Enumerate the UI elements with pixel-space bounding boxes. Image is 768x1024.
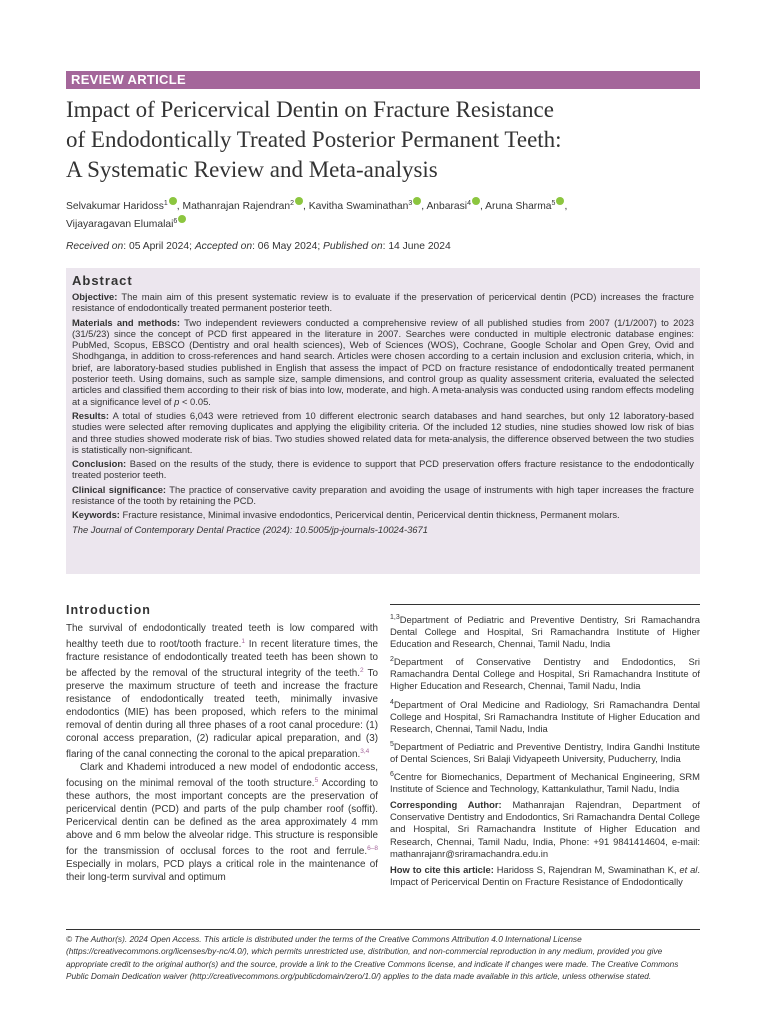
abstract-citation — [72, 524, 694, 536]
author[interactable]: Selvakumar Haridoss — [66, 201, 164, 212]
intro-text: According to these authors, the most important concepts are the preservation of pericervical dentin (PCD) and parts of the pulp chamber roof (soffit). Pericervical dentin can be defined as the area approximately 4 mm above and 6 mm below the alveolar ridge. This structure is responsible for the transmission of occlusal forces to the root and ferrule. — [66, 778, 378, 857]
affiliation — [390, 769, 700, 795]
journal-name: The Journal of Contemporary Dental Practice — [72, 523, 261, 535]
license-footer: © The Author(s). 2024 Open Access. This article is distributed under the terms of the Creative Commons Attribution 4.0 International License (https://creativecommons.org/licenses/by-nc/4.0/), which permits unrestricted use, distribution, and non-commercial reproduction in any medium, provided you give appropriate credit to the original author(s) and the source, provide a link to the Creative Commons license, and indicate if changes were made. The Creative Commons Public Domain Dedication waiver (http://creativecommons.org/publicdomain/zero/1.0/) applies to the data made available in this article, unless otherwise stated. — [66, 929, 700, 982]
orcid-icon[interactable] — [178, 215, 186, 223]
results-label: Results: — [72, 409, 109, 421]
methods-label: Materials and methods: — [72, 316, 181, 328]
author-separator: , — [479, 201, 486, 212]
intro-paragraph-2 — [66, 761, 378, 884]
abstract-results — [72, 410, 694, 455]
affiliation-sup: 4 — [390, 698, 394, 706]
article-title — [66, 95, 706, 185]
orcid-icon[interactable] — [169, 197, 177, 205]
intro-text: In recent literature times, the fracture resistance of endodontically treated teeth has been shown to be affected by the removal of the structural integrity of the teeth. — [66, 639, 379, 679]
reference-link[interactable]: 3,4 — [360, 748, 370, 755]
affiliation — [390, 697, 700, 735]
objective-text: The main aim of this present systematic review is to evaluate if the preservation of pericervical dentin (PCD) increases the fracture resistance of endodontically treated permanent posterior teeth. — [72, 291, 694, 314]
author-affiliation-sup: 5 — [551, 200, 556, 207]
methods-text: Two independent reviewers conducted a comprehensive review of all published studies from 2007 (1/1/2007) to 2023 (31/5/23) since the concept of PCD first appeared in the literature in 2007. Searches were conducted in multiple electronic database engines: PubMed, Scopus, EBSCO (Dentistry and oral health sciences), Web of Sciences (WOS), Cochrane, Google Scholar and Open Grey, Ovid and Shodhganga, in addition to cross-references and hand search. Articles were chosen according to a certain inclusion and exclusion criteria, which, in brief, are laboratory-based studies published in English that assess the impact of PCD on fracture resistance of endodontically treated permanent posterior teeth. Using domains, such as sample size, sample dimensions, and control group as quality assessment criteria, evaluated the selected articles and classified them according to their risk of bias into low, moderate, and high. A meta-analysis was conducted using random effects modeling at a significance level of — [72, 316, 694, 407]
methods-p-symbol: p — [174, 395, 180, 407]
keywords-label: Keywords: — [72, 509, 120, 521]
reference-link[interactable]: 5 — [314, 777, 319, 784]
intro-text: Clark and Khademi introduced a new model of endodontic access, focusing on the minimal removal of the tooth structure. — [66, 762, 378, 789]
abstract-methods — [72, 317, 694, 407]
affiliation — [390, 654, 700, 692]
introduction-heading: Introduction — [66, 603, 151, 617]
introduction-column — [66, 603, 378, 884]
abstract-box — [66, 268, 700, 574]
author-list — [66, 196, 706, 232]
keywords-text: Fracture resistance, Minimal invasive endodontics, Pericervical dentin, Pericervical dentin thickness, Permanent molars. — [119, 509, 620, 521]
accepted-label: Accepted on — [194, 241, 253, 252]
author[interactable]: Aruna Sharma — [485, 201, 552, 212]
how-to-cite — [390, 864, 700, 888]
author[interactable]: Vijayaragavan Elumalai — [66, 219, 174, 230]
intro-text: Especially in molars, PCD plays a critical role in the maintenance of their long-term survival and optimum — [66, 859, 378, 883]
clinical-text: The practice of conservative cavity preparation and avoiding the usage of instruments with high taper increases the fracture resistance of the tooth by retaining the PCD. — [72, 483, 694, 507]
conclusion-label: Conclusion: — [72, 458, 127, 470]
author-affiliation-sup: 1 — [163, 200, 168, 207]
affiliation-sup: 2 — [390, 656, 394, 664]
intro-paragraph-1 — [66, 622, 378, 761]
received-label: Received on — [66, 241, 124, 252]
abstract-clinical-significance — [72, 484, 694, 507]
affiliations-column — [390, 604, 700, 892]
abstract-conclusion — [72, 458, 694, 481]
author-affiliation-sup: 4 — [467, 200, 471, 207]
title-line: Impact of Pericervical Dentin on Fracture Resistance — [66, 97, 554, 122]
accepted-date: : 06 May 2024; — [252, 241, 324, 252]
reference-link[interactable]: 2 — [360, 667, 364, 674]
results-text: A total of studies 6,043 were retrieved from 10 different electronic search databases and hand searches, but only 12 laboratory-based studies were selected after removing duplicates and applying the eligibility criteria. Of the included 12 studies, nine studies showed low risk of bias and three studies showed moderate risk of bias. Two studies showed related data for meta-analysis, the difference observed between the two studies is statistically non-significant. — [72, 409, 694, 455]
received-date: : 05 April 2024; — [123, 241, 195, 252]
affiliation-sup: 5 — [390, 740, 394, 748]
author-separator: , — [421, 201, 427, 212]
affiliation — [390, 612, 700, 650]
affiliation-sup: 1,3 — [390, 614, 400, 621]
author-affiliation-sup: 2 — [290, 200, 295, 207]
author-affiliation-sup: 6 — [173, 218, 178, 225]
affiliation-text: Department of Oral Medicine and Radiology, Sri Ramachandra Dental College and Hospital, Sri Ramachandra Institute of Higher Education and Research, Chennai, Tamil Nadu, India — [390, 698, 700, 734]
author[interactable]: Kavitha Swaminathan — [308, 201, 409, 212]
affiliation-sup: 6 — [390, 771, 394, 779]
abstract-heading: Abstract — [72, 273, 133, 288]
intro-text: To preserve the maximum structure of teeth and increase the fracture resistance of endodontically treated teeth, minimally invasive endodontics (MIE) has been proposed, which refers to the minimal removal of dentin during all three phases of a root canal procedure: (1) coronal access preparation, (2) radicular apical preparation, and (3) flaring of the canal connecting the coronal to the apical preparation. — [66, 668, 378, 760]
how-to-cite-text-2: . Impact of Pericervical Dentin on Fracture Resistance of Endodontically — [390, 863, 700, 887]
reference-link[interactable]: 6–8 — [367, 845, 378, 852]
affiliation-text: Department of Pediatric and Preventive Dentistry, Indira Gandhi Institute of Dental Sciences, Sri Balaji Vidyapeeth University, Puducherry, India — [390, 740, 700, 764]
abstract-keywords — [72, 509, 694, 520]
author[interactable]: Anbarasi — [426, 201, 468, 212]
title-line: of Endodontically Treated Posterior Permanent Teeth: — [66, 127, 562, 152]
article-type-banner: REVIEW ARTICLE — [66, 71, 700, 89]
published-date: : 14 June 2024 — [382, 241, 451, 252]
conclusion-text: Based on the results of the study, there is evidence to support that PCD preservation offers fracture resistance to the endodontically treated posterior teeth. — [72, 458, 694, 481]
corresponding-author — [390, 799, 700, 859]
author-affiliation-sup: 3 — [408, 200, 413, 207]
published-label: Published on — [323, 241, 383, 252]
corresponding-text: Mathanrajan Rajendran, Department of Conservative Dentistry and Endodontics, Sri Ramachandra Dental College and Hospital, Sri Ramachandra Institute of Higher Education and Research, Chennai, Tamil Nadu, India, Phone: +91 9841414604, e-mail: mathanrajanr@sriramachandra.edu.in — [390, 799, 700, 859]
abstract-objective — [72, 291, 694, 314]
corresponding-label: Corresponding Author: — [390, 799, 502, 811]
methods-text-end: < 0.05. — [179, 395, 211, 407]
how-to-cite-text: Haridoss S, Rajendran M, Swaminathan K, — [493, 863, 680, 875]
affiliation-text: Department of Pediatric and Preventive Dentistry, Sri Ramachandra Dental College and Hospital, Sri Ramachandra Institute of Higher Education and Research, Chennai, Tamil Nadu, India — [390, 614, 700, 650]
affiliation-text: Centre for Biomechanics, Department of Mechanical Engineering, SRM Institute of Science and Technology, Kattankulathur, Tamil Nadu, India — [390, 771, 700, 795]
orcid-icon[interactable] — [472, 197, 480, 205]
how-to-cite-etal: et al — [679, 863, 698, 875]
publication-dates — [66, 241, 706, 252]
orcid-icon[interactable] — [295, 197, 303, 205]
author-separator: , — [303, 201, 309, 212]
clinical-label: Clinical significance: — [72, 483, 167, 495]
title-line: A Systematic Review and Meta-analysis — [66, 157, 438, 182]
author-separator: , — [176, 201, 183, 212]
affiliation — [390, 739, 700, 765]
doi-text[interactable]: (2024): 10.5005/jp-journals-10024-3671 — [260, 523, 428, 535]
reference-link[interactable]: 1 — [241, 638, 245, 645]
affiliation-text: Department of Conservative Dentistry and Endodontics, Sri Ramachandra Dental College and Hospital, Sri Ramachandra Institute of Higher Education and Research, Chennai, Tamil Nadu, India — [390, 656, 700, 692]
how-to-cite-label: How to cite this article: — [390, 863, 494, 875]
author-separator: , — [564, 201, 568, 212]
objective-label: Objective: — [72, 291, 118, 302]
intro-text: The survival of endodontically treated teeth is low compared with healthy teeth due to root/tooth fracture. — [66, 623, 378, 650]
author[interactable]: Mathanrajan Rajendran — [182, 201, 291, 212]
